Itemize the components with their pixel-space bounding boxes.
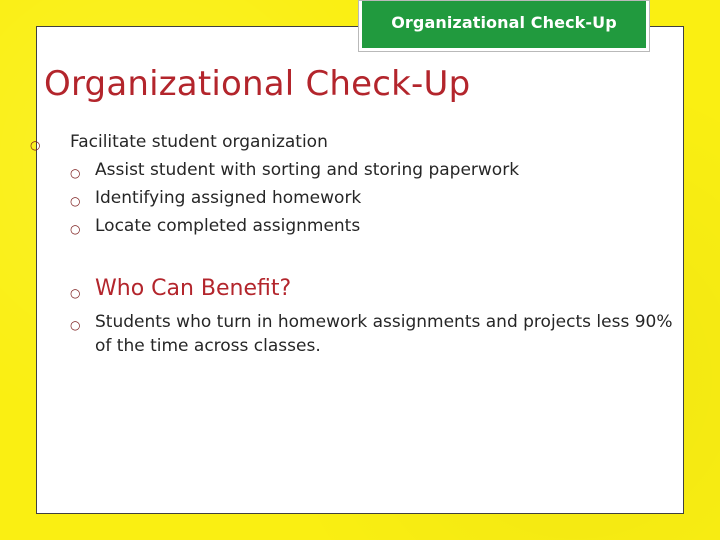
bullet-icon: ○ [70, 318, 81, 332]
bullet-icon: ○ [30, 138, 41, 152]
bullet-icon: ○ [70, 166, 81, 180]
bullet-text-6: Students who turn in homework assignments and projects less 90% of the time across classes. [95, 312, 673, 356]
bullet-text-4: Locate completed assignments [95, 216, 361, 236]
page-title: Organizational Check-Up [44, 64, 471, 104]
tab-label: Organizational Check-Up [362, 1, 646, 48]
bullet-icon: ○ [70, 194, 81, 208]
bullet-text-1: Facilitate student organization [70, 132, 328, 152]
bullet-text-2: Assist student with sorting and storing paperwork [95, 160, 520, 180]
bullet-icon: ○ [70, 222, 81, 236]
bullet-icon: ○ [70, 286, 81, 300]
tab-header [358, 0, 650, 52]
bullet-text-3: Identifying assigned homework [95, 188, 362, 208]
bullet-text-5: Who Can Benefit? [95, 276, 292, 301]
